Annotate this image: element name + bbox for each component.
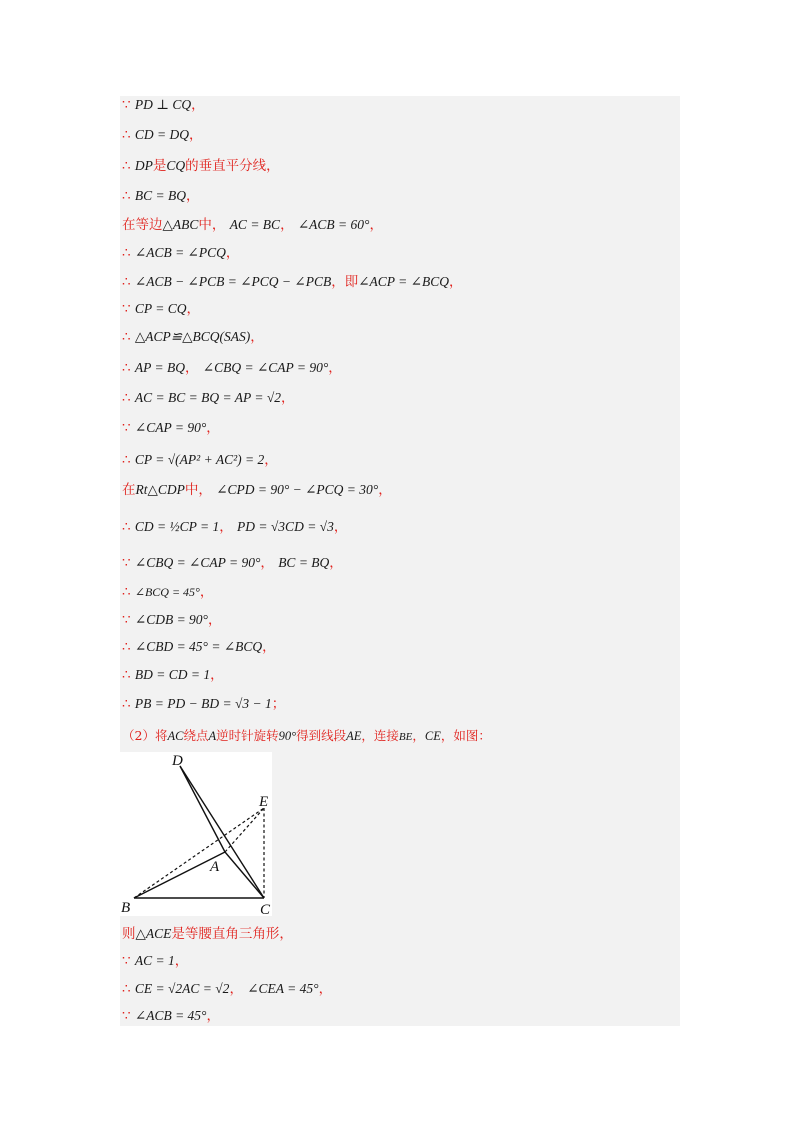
point-label-a: A xyxy=(210,859,220,875)
line-text: ， xyxy=(174,953,189,969)
math-expression: ∠CAP = 90° xyxy=(134,420,207,435)
therefore-symbol: ∴ xyxy=(122,360,131,376)
proof-line xyxy=(122,451,278,469)
math-expression: ∠BCQ = 45° xyxy=(134,585,200,599)
math-expression: △ACP≌△BCQ(SAS) xyxy=(134,329,251,344)
line-text: ， xyxy=(369,217,383,233)
geometry-diagram xyxy=(120,752,272,916)
math-expression: AP = BQ xyxy=(134,360,185,375)
math-expression: CD = ½CP = 1 xyxy=(134,519,220,534)
line-text: 则 xyxy=(122,926,136,942)
proof-line xyxy=(122,300,200,318)
line-text: 在等边 xyxy=(122,217,163,233)
math-expression: CE = √2AC = √2 xyxy=(134,981,230,996)
math-expression: CD = DQ xyxy=(134,127,190,142)
math-expression: PB = PD − BD = √3 − 1 xyxy=(134,696,272,711)
therefore-symbol: ∴ xyxy=(122,584,131,600)
proof-line xyxy=(122,328,264,346)
math-expression: BD = CD = 1 xyxy=(134,667,211,682)
proof-line xyxy=(122,583,213,601)
math-expression: AE xyxy=(346,729,362,743)
therefore-symbol: ∴ xyxy=(122,329,131,345)
line-text: ， xyxy=(206,1008,220,1024)
line-text: ， xyxy=(186,188,200,204)
point-label-b: B xyxy=(121,900,131,916)
proof-line xyxy=(122,952,188,970)
geometry-figure xyxy=(120,752,272,916)
math-expression: ∠CDB = 90° xyxy=(134,612,208,627)
math-expression: CP = √(AP² + AC²) = 2 xyxy=(134,452,265,467)
segment-be-dashed xyxy=(134,808,264,898)
therefore-symbol: ∴ xyxy=(122,452,131,468)
line-text: 在 xyxy=(122,482,136,498)
math-expression: ∠ACB = 60° xyxy=(297,217,370,232)
line-text: ， xyxy=(191,97,205,113)
math-expression: △ACE xyxy=(135,926,172,941)
line-text: ， xyxy=(189,127,203,143)
because-symbol: ∵ xyxy=(122,301,131,317)
math-expression: PD = √3CD = √3 xyxy=(237,519,334,534)
therefore-symbol: ∴ xyxy=(122,981,131,997)
math-expression: ∠ACP = ∠BCQ xyxy=(358,274,449,289)
proof-line xyxy=(122,244,239,262)
math-expression: ∠CEA = 45° xyxy=(247,981,319,996)
point-label-d: D xyxy=(172,753,183,769)
because-symbol: ∵ xyxy=(122,1008,131,1024)
line-text: 逆时针旋转 xyxy=(216,728,279,743)
math-expression: ∠CBQ = ∠CAP = 90° xyxy=(134,555,261,570)
proof-line xyxy=(122,157,280,175)
line-text: ， xyxy=(250,329,264,345)
math-expression: PD ⊥ CQ xyxy=(134,97,192,112)
line-text: ， xyxy=(225,245,240,261)
line-text: ， xyxy=(229,981,243,997)
therefore-symbol: ∴ xyxy=(122,188,131,204)
line-text: ， xyxy=(219,519,233,535)
line-text: ； xyxy=(271,696,286,712)
because-symbol: ∵ xyxy=(122,97,131,113)
point-label-e: E xyxy=(259,794,269,810)
line-text: ， xyxy=(378,482,392,498)
math-expression: AC xyxy=(167,729,184,743)
therefore-symbol: ∴ xyxy=(122,274,131,290)
line-text: 绕点 xyxy=(183,728,209,743)
line-text: ， xyxy=(264,452,278,468)
proof-line xyxy=(122,389,295,407)
proof-line xyxy=(122,727,491,746)
math-expression: DP xyxy=(134,158,153,173)
proof-line xyxy=(122,695,285,713)
therefore-symbol: ∴ xyxy=(122,127,131,143)
line-text: （2）将 xyxy=(122,728,168,743)
segment-ac xyxy=(225,852,264,898)
proof-line xyxy=(122,666,224,684)
math-expression: ∠ACB − ∠PCB = ∠PCQ − ∠PCB xyxy=(134,274,332,289)
line-text: ， xyxy=(281,390,295,406)
because-symbol: ∵ xyxy=(122,953,131,969)
proof-line xyxy=(122,359,342,377)
therefore-symbol: ∴ xyxy=(122,519,131,535)
math-expression: BC = BQ xyxy=(278,555,330,570)
therefore-symbol: ∴ xyxy=(122,667,131,683)
line-text: ， xyxy=(262,639,276,655)
therefore-symbol: ∴ xyxy=(122,639,131,655)
proof-line xyxy=(122,419,220,437)
proof-line xyxy=(122,518,347,536)
line-text: ， xyxy=(329,555,343,571)
proof-line xyxy=(122,96,205,114)
math-expression: ∠ACB = 45° xyxy=(134,1008,207,1023)
proof-line xyxy=(122,554,343,572)
because-symbol: ∵ xyxy=(122,612,131,628)
proof-line xyxy=(122,273,462,291)
line-text: ， xyxy=(210,667,224,683)
line-text: 是等腰直角三角形， xyxy=(171,926,293,942)
proof-line xyxy=(122,1007,220,1025)
math-expression: BE xyxy=(398,731,413,743)
line-text: 中， xyxy=(198,217,226,233)
line-text: ， xyxy=(206,420,220,436)
proof-line xyxy=(122,216,383,234)
because-symbol: ∵ xyxy=(122,420,131,436)
therefore-symbol: ∴ xyxy=(122,245,131,261)
segment-dc xyxy=(180,766,264,898)
point-label-c: C xyxy=(260,902,271,916)
line-text: ， xyxy=(412,728,425,743)
line-text: ， xyxy=(448,274,463,290)
math-expression: AC = BC = BQ = AP = √2 xyxy=(134,390,281,405)
line-text: ， xyxy=(185,360,199,376)
proof-line xyxy=(122,925,293,943)
proof-line xyxy=(122,187,200,205)
proof-line xyxy=(122,611,221,629)
math-expression: 90° xyxy=(278,729,297,743)
therefore-symbol: ∴ xyxy=(122,390,131,406)
line-text: ，即 xyxy=(331,274,359,290)
line-text: ， xyxy=(280,217,294,233)
line-text: ， xyxy=(260,555,274,571)
math-expression: ∠CBD = 45° = ∠BCQ xyxy=(134,639,263,654)
proof-line xyxy=(122,980,332,998)
proof-line xyxy=(122,638,276,656)
math-expression: △ABC xyxy=(162,217,199,232)
proof-line xyxy=(122,481,392,499)
line-text: ，如图： xyxy=(440,728,491,743)
line-text: ， xyxy=(199,584,214,600)
line-text: ， xyxy=(328,360,342,376)
math-expression: ∠CBQ = ∠CAP = 90° xyxy=(202,360,329,375)
math-expression: A xyxy=(208,729,217,743)
line-text: 中， xyxy=(184,482,212,498)
line-text: ，连接 xyxy=(361,728,399,743)
math-expression: AC = 1 xyxy=(134,953,175,968)
proof-line xyxy=(122,126,203,144)
math-expression: CE xyxy=(424,729,441,743)
math-expression: CQ xyxy=(166,158,186,173)
because-symbol: ∵ xyxy=(122,555,131,571)
line-text: ， xyxy=(318,981,333,997)
line-text: ， xyxy=(207,612,222,628)
line-text: ， xyxy=(333,519,348,535)
line-text: 是 xyxy=(152,158,167,174)
line-text: 得到线段 xyxy=(296,728,347,743)
line-text: ， xyxy=(186,301,201,317)
math-expression: CP = CQ xyxy=(134,301,187,316)
math-expression: ∠ACB = ∠PCQ xyxy=(134,245,226,260)
math-expression: Rt△CDP xyxy=(135,482,185,497)
segment-da xyxy=(180,766,225,852)
math-expression: AC = BC xyxy=(229,217,281,232)
line-text: 的垂直平分线， xyxy=(185,158,280,174)
therefore-symbol: ∴ xyxy=(122,158,131,174)
therefore-symbol: ∴ xyxy=(122,696,131,712)
math-expression: BC = BQ xyxy=(134,188,186,203)
math-expression: ∠CPD = 90° − ∠PCQ = 30° xyxy=(216,482,379,497)
